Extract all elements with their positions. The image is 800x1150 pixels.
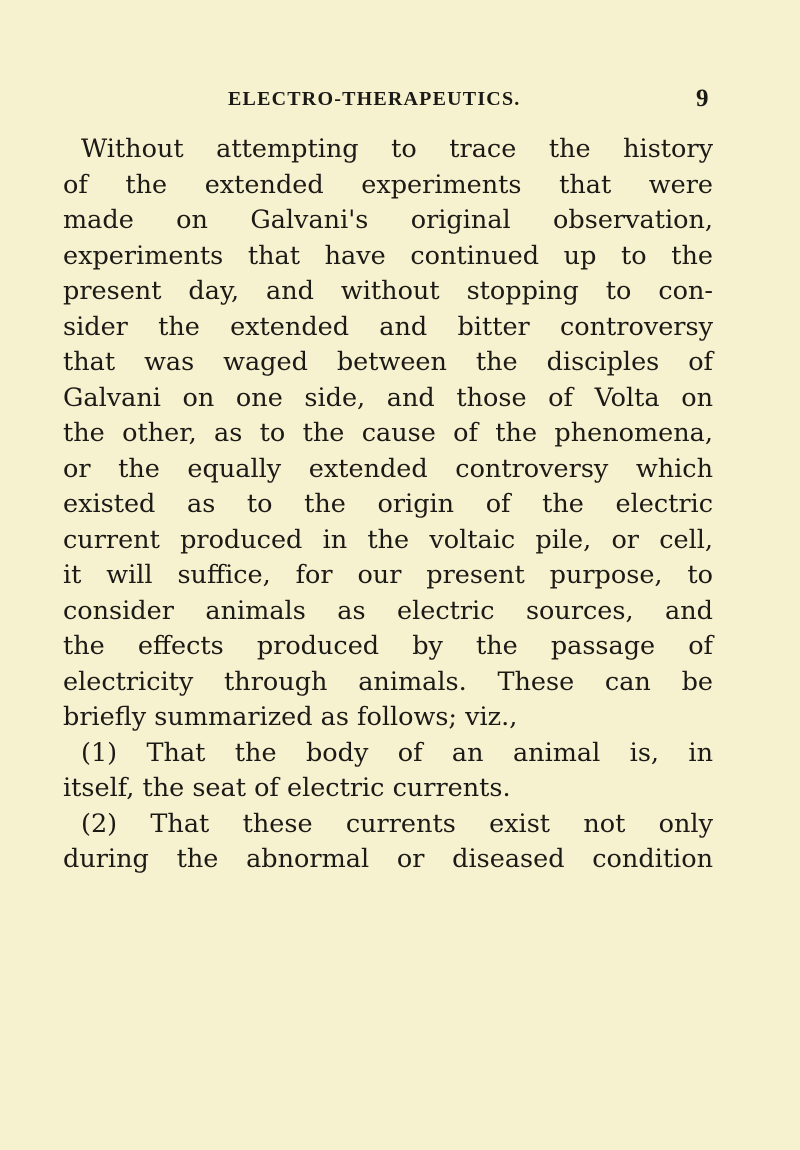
text-line: Galvani on one side, and those of Volta on [63, 382, 713, 413]
text-line: the other, as to the cause of the phenomena, [63, 418, 713, 448]
body-text [63, 132, 713, 878]
text-line: it will suffice, for our present purpose, to [63, 560, 713, 590]
page-number: 9 [696, 85, 709, 112]
text-line: or the equally extended controversy which [63, 453, 713, 484]
text-line: (2) That these currents exist not only [81, 808, 713, 839]
text-line: Without attempting to trace the history [81, 134, 713, 164]
text-line: consider animals as electric sources, and [63, 595, 713, 626]
text-line: briefly summarized as follows; viz., [63, 702, 518, 732]
text-line: experiments that have continued up to the [63, 240, 713, 271]
text-line: (1) That the body of an animal is, in [81, 737, 713, 768]
running-title: ELECTRO-THERAPEUTICS. [228, 88, 521, 110]
text-line: itself, the seat of electric currents. [63, 773, 511, 803]
text-line: during the abnormal or diseased condition [63, 844, 713, 874]
text-line: of the extended experiments that were [63, 169, 713, 200]
text-line: that was waged between the disciples of [63, 347, 713, 377]
running-head [0, 85, 800, 118]
text-line: present day, and without stopping to con- [63, 276, 713, 306]
text-line: sider the extended and bitter controversy [63, 311, 713, 342]
text-line: electricity through animals. These can be [63, 666, 713, 697]
text-line: the effects produced by the passage of [63, 631, 713, 661]
text-line: current produced in the voltaic pile, or cell, [63, 524, 713, 555]
text-line: existed as to the origin of the electric [63, 489, 713, 519]
text-line: made on Galvani's original observation, [63, 205, 713, 235]
